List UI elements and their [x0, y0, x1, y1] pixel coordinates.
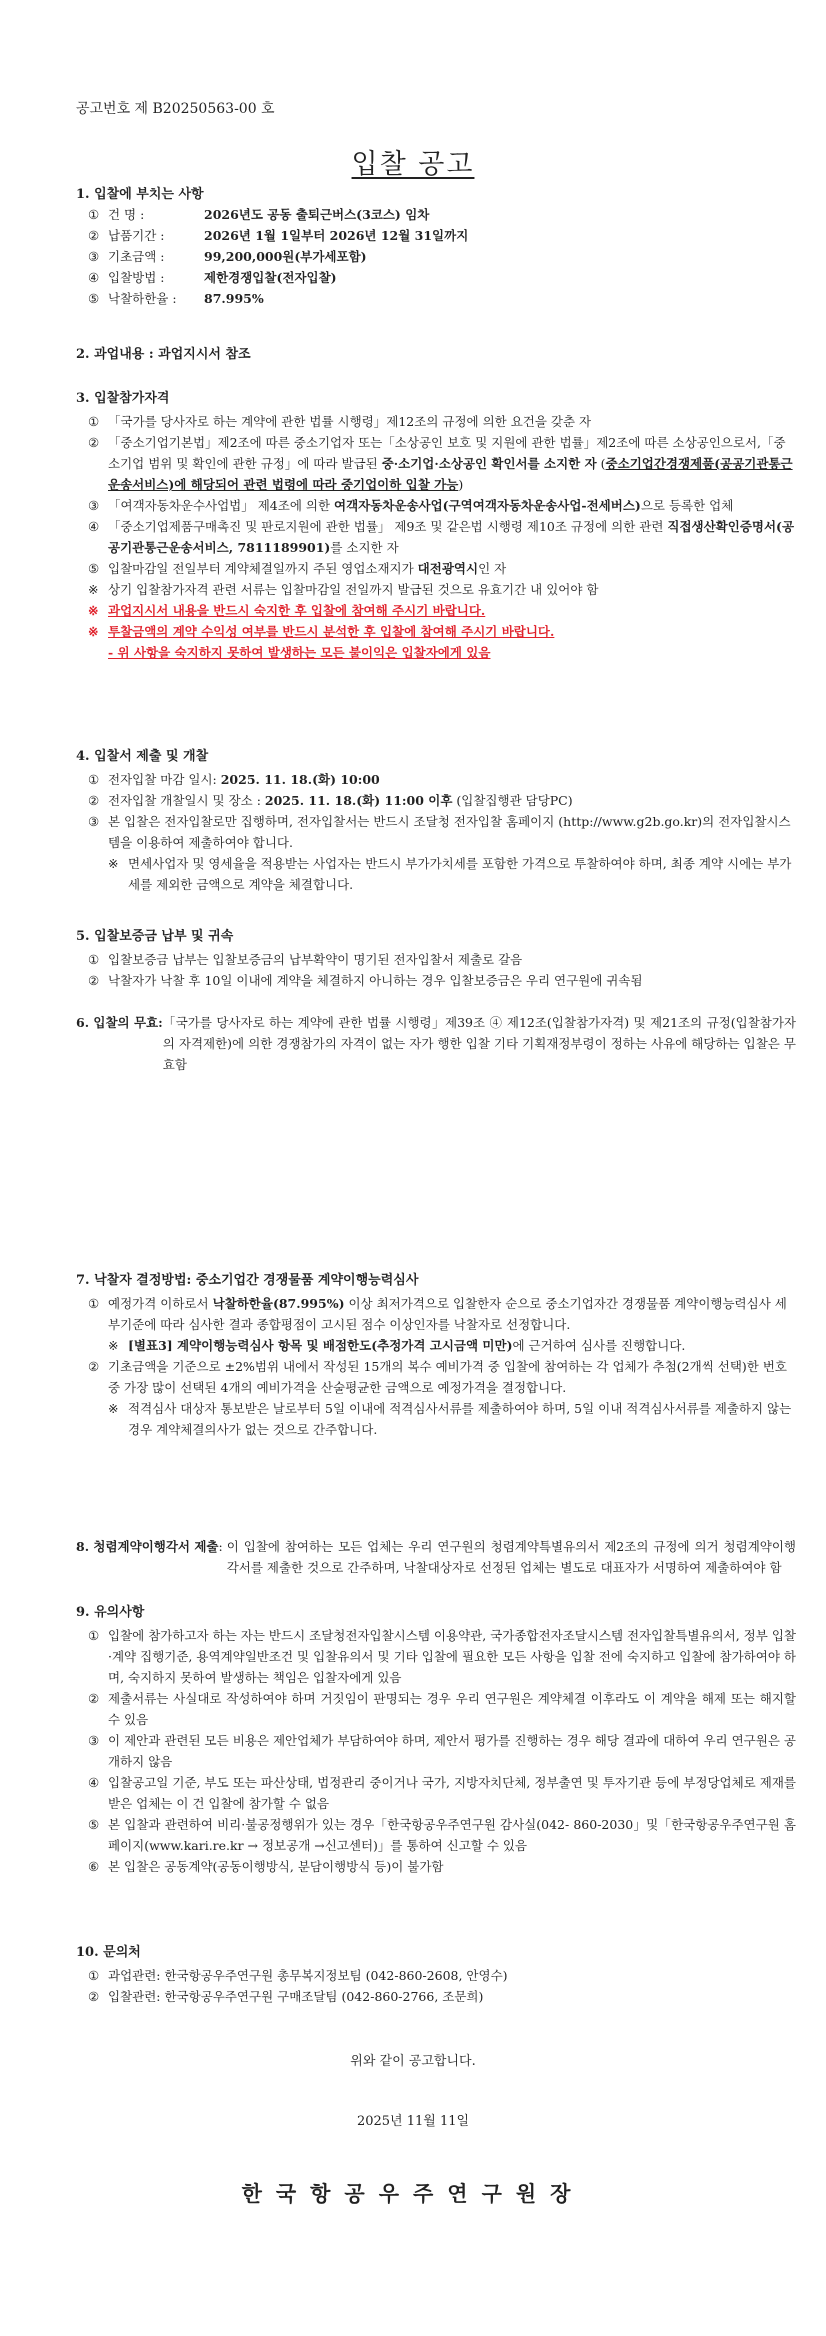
title-text: 입찰 공고	[351, 149, 475, 180]
s1-item-value: 2026년 1월 1일부터 2026년 12월 31일까지	[204, 228, 469, 243]
section-10	[76, 1944, 796, 2007]
section-9-items	[76, 1625, 796, 1877]
s4-item-2: ② 전자입찰 개찰일시 및 장소 : 2025. 11. 18.(화) 11:00 이후 (입찰집행관 담당PC)	[88, 793, 573, 808]
notice-date: 2025년 11월 11일	[356, 2114, 470, 2129]
s3-red-note-2: ※ 투찰금액의 계약 수익성 여부를 반드시 분석한 후 입찰에 참여해 주시기 바랍니다.	[88, 624, 555, 639]
s10-item-1: ① 과업관련: 한국항공우주연구원 총무복지정보팀 (042-860-2608, 안영수)	[88, 1968, 508, 1983]
s9-item-text: 본 입찰과 관련하여 비리·불공정행위가 있는 경우「한국항공우주연구원 감사실(042- 860-2030」및「한국항공우주연구원 홈페이지(www.kari.re.kr → 정보공개 →신고센터)」를 통하여 신고할 수 있음	[108, 1817, 796, 1853]
section-9	[76, 1604, 796, 1877]
section-2	[76, 346, 796, 364]
s9-item-mark: ②	[88, 1691, 100, 1706]
section-6	[76, 1012, 796, 1075]
s7-item-2: ② 기초금액을 기준으로 ±2%범위 내에서 작성된 15개의 복수 예비가격 중 입찰에 참여하는 각 업체가 추첨(2개씩 선택)한 번호 중 가장 많이 선택된 4개의 예비가격을 산술평균한 금액으로 예정가격을 결정합니다.	[88, 1359, 787, 1395]
section-8: 8. 청렴계약이행각서 제출 : 이 입찰에 참여하는 모든 업체는 우리 연구원의 청렴계약특별유의서 제2조의 규정에 의거 청렴계약이행각서를 제출한 것으로 간주하며, 낙찰대상자로 선정된 업체는 별도로 대표자가 서명하여 제출하여야 함	[76, 1536, 796, 1578]
s1-item-value: 2026년도 공동 출퇴근버스(3코스) 임차	[204, 207, 430, 222]
notice-number: 공고번호 제 B20250563-00 호	[76, 101, 275, 117]
s1-item	[88, 225, 796, 246]
section-6-label: 6. 입찰의 무효:	[76, 1015, 163, 1030]
s1-item-value: 제한경쟁입찰(전자입찰)	[204, 270, 337, 285]
s9-item	[88, 1772, 796, 1814]
s1-item	[88, 288, 796, 309]
s9-item	[88, 1856, 796, 1877]
s4-item-3: ③ 본 입찰은 전자입찰로만 집행하며, 전자입찰서는 반드시 조달청 전자입찰 홈페이지 (http://www.g2b.go.kr)의 전자입찰시스템을 이용하여 제출하여야 합니다.	[88, 814, 791, 850]
s1-item	[88, 246, 796, 267]
section-4-heading: 4. 입찰서 제출 및 개찰	[76, 749, 209, 764]
s4-note: ※ 면세사업자 및 영세율을 적용받는 사업자는 반드시 부가가치세를 포함한 가격으로 투찰하여야 하며, 최종 계약 시에는 부가세를 제외한 금액으로 계약을 체결합니다.	[108, 856, 792, 892]
section-1	[76, 186, 796, 309]
s10-item-2: ② 입찰관련: 한국항공우주연구원 구매조달팀 (042-860-2766, 조문희)	[88, 1989, 484, 2004]
s3-item-1: ① 「국가를 당사자로 하는 계약에 관한 법률 시행령」제12조의 규정에 의한 요건을 갖춘 자	[88, 414, 592, 429]
s1-item-mark: ③	[88, 249, 100, 264]
s9-item-mark: ④	[88, 1775, 100, 1790]
s1-item-mark: ④	[88, 270, 100, 285]
s9-item-mark: ⑥	[88, 1859, 100, 1874]
s9-item-mark: ③	[88, 1733, 100, 1748]
section-9-heading: 9. 유의사항	[76, 1605, 145, 1620]
s1-item-key: 기초금액 :	[108, 249, 165, 264]
s9-item	[88, 1688, 796, 1730]
s4-item-1: ① 전자입찰 마감 일시: 2025. 11. 18.(화) 10:00	[88, 772, 380, 787]
section-5	[76, 928, 796, 991]
section-1-heading: 1. 입찰에 부치는 사항	[76, 187, 204, 202]
s9-item-text: 제출서류는 사실대로 작성하여야 하며 거짓임이 판명되는 경우 우리 연구원은 계약체결 이후라도 이 계약을 해제 또는 해지할 수 있음	[108, 1691, 796, 1727]
s3-item-5: ⑤ 입찰마감일 전일부터 계약체결일까지 주된 영업소재지가 대전광역시인 자	[88, 561, 507, 576]
s3-red-note-3: - 위 사항을 숙지하지 못하여 발생하는 모든 불이익은 입찰자에게 있음	[108, 645, 491, 660]
section-2-heading: 2. 과업내용 : 과업지시서 참조	[76, 347, 251, 362]
s3-item-4: ④ 「중소기업제품구매촉진 및 판로지원에 관한 법률」 제9조 및 같은법 시행령 제10조 규정에 의한 관련 직접생산확인증명서(공공기관통근운송서비스, 7811189901)를 소지한 자	[88, 519, 795, 555]
section-8-text: 이 입찰에 참여하는 모든 업체는 우리 연구원의 청렴계약특별유의서 제2조의 규정에 의거 청렴계약이행각서를 제출한 것으로 간주하며, 낙찰대상자로 선정된 업체는 별도로 대표자가 서명하여 제출하여야 함	[226, 1539, 796, 1575]
s1-item	[88, 204, 796, 225]
section-1-items	[76, 204, 796, 309]
s1-item-value: 87.995%	[204, 291, 264, 306]
s9-item-text: 입찰에 참가하고자 하는 자는 반드시 조달청전자입찰시스템 이용약관, 국가종합전자조달시스템 전자입찰특별유의서, 정부 입찰·계약 집행기준, 용역계약일반조건 및 입찰유의서 및 기타 입찰에 필요한 모든 사항을 입찰 전에 숙지하고 입찰에 참가하여야 하며, 숙지하지 못하여 발생하는 책임은 입찰자에게 있음	[108, 1628, 796, 1685]
s3-item-2: ② 「중소기업기본법」제2조에 따른 중소기업자 또는「소상공인 보호 및 지원에 관한 법률」제2조에 따른 소상공인으로서,「중소기업 범위 및 확인에 관한 규정」에 따라 발급된 중·소기업·소상공인 확인서를 소지한 자 (중소기업간경쟁제품(공공기관통근운송서비스)에 해당되어 관련 법령에 따라 중기업이하 입찰 가능)	[88, 435, 793, 492]
s3-item-3: ③ 「여객자동차운수사업법」 제4조에 의한 여객자동차운송사업(구역여객자동차운송사업-전세버스)으로 등록한 업체	[88, 498, 734, 513]
s1-item-key: 건 명 :	[108, 207, 145, 222]
s9-item-mark: ⑤	[88, 1817, 100, 1832]
s9-item-text: 이 제안과 관련된 모든 비용은 제안업체가 부담하여야 하며, 제안서 평가를 진행하는 경우 해당 결과에 대하여 우리 연구원은 공개하지 않음	[108, 1733, 796, 1769]
s9-item-text: 본 입찰은 공동계약(공동이행방식, 분담이행방식 등)이 불가함	[108, 1859, 444, 1874]
section-3-heading: 3. 입찰참가자격	[76, 391, 170, 406]
s3-red-note-1: ※ 과업지시서 내용을 반드시 숙지한 후 입찰에 참여해 주시기 바랍니다.	[88, 603, 486, 618]
s1-item-mark: ①	[88, 207, 100, 222]
s3-note: ※ 상기 입찰참가자격 관련 서류는 입찰마감일 전일까지 발급된 것으로 유효기간 내 있어야 함	[88, 582, 599, 597]
s7-note-2: ※ 적격심사 대상자 통보받은 날로부터 5일 이내에 적격심사서류를 제출하여야 하며, 5일 이내 적격심사서류를 제출하지 않는 경우 계약체결의사가 없는 것으로 간주합니다.	[108, 1401, 792, 1437]
s9-item-mark: ①	[88, 1628, 100, 1643]
section-4	[76, 748, 796, 895]
s7-note-1: ※ [별표3] 계약이행능력심사 항목 및 배점한도(추정가격 고시금액 미만)에 근거하여 심사를 진행합니다.	[108, 1338, 686, 1353]
s1-item-key: 입찰방법 :	[108, 270, 165, 285]
section-7-heading: 7. 낙찰자 결정방법: 중소기업간 경쟁물품 계약이행능력심사	[76, 1273, 419, 1288]
s1-item-value: 99,200,000원(부가세포함)	[204, 249, 367, 264]
section-10-heading: 10. 문의처	[76, 1945, 141, 1960]
s9-item	[88, 1814, 796, 1856]
section-7	[76, 1272, 796, 1440]
section-6-text: 「국가를 당사자로 하는 계약에 관한 법률 시행령」제39조 ④ 제12조(입찰참가자격) 및 제21조의 규정(입찰참가자의 자격제한)에 의한 경쟁참가의 자격이 없는 자가 행한 입찰 기타 기획재정부령이 정하는 사유에 해당하는 입찰은 무효함	[162, 1015, 796, 1072]
s1-item-mark: ⑤	[88, 291, 100, 306]
s1-item-mark: ②	[88, 228, 100, 243]
institute-president: 한국항공우주연구원장	[241, 2181, 585, 2206]
s9-item-text: 입찰공고일 기준, 부도 또는 파산상태, 법정관리 중이거나 국가, 지방자치단체, 정부출연 및 투자기관 등에 부정당업체로 제재를 받은 업체는 이 건 입찰에 참가할 수 없음	[108, 1775, 796, 1811]
section-5-heading: 5. 입찰보증금 납부 및 귀속	[76, 929, 234, 944]
s5-item-2: ② 낙찰자가 낙찰 후 10일 이내에 계약을 체결하지 아니하는 경우 입찰보증금은 우리 연구원에 귀속됨	[88, 973, 643, 988]
section-3	[76, 390, 796, 663]
section-8-label: 8. 청렴계약이행각서 제출	[76, 1539, 219, 1554]
s1-item	[88, 267, 796, 288]
s9-item	[88, 1730, 796, 1772]
s7-item-1: ① 예정가격 이하로서 낙찰하한율(87.995%) 이상 최저가격으로 입찰한자 순으로 중소기업자간 경쟁물품 계약이행능력심사 세부기준에 따라 심사한 결과 종합평점이 고시된 점수 이상인자를 낙찰자로 선정합니다.	[88, 1296, 787, 1332]
s1-item-key: 낙찰하한율 :	[108, 291, 177, 306]
page-title	[0, 142, 826, 181]
s1-item-key: 납품기간 :	[108, 228, 165, 243]
s5-item-1: ① 입찰보증금 납부는 입찰보증금의 납부확약이 명기된 전자입찰서 제출로 갈음	[88, 952, 523, 967]
s9-item	[88, 1625, 796, 1688]
closing-statement: 위와 같이 공고합니다.	[350, 2054, 476, 2069]
